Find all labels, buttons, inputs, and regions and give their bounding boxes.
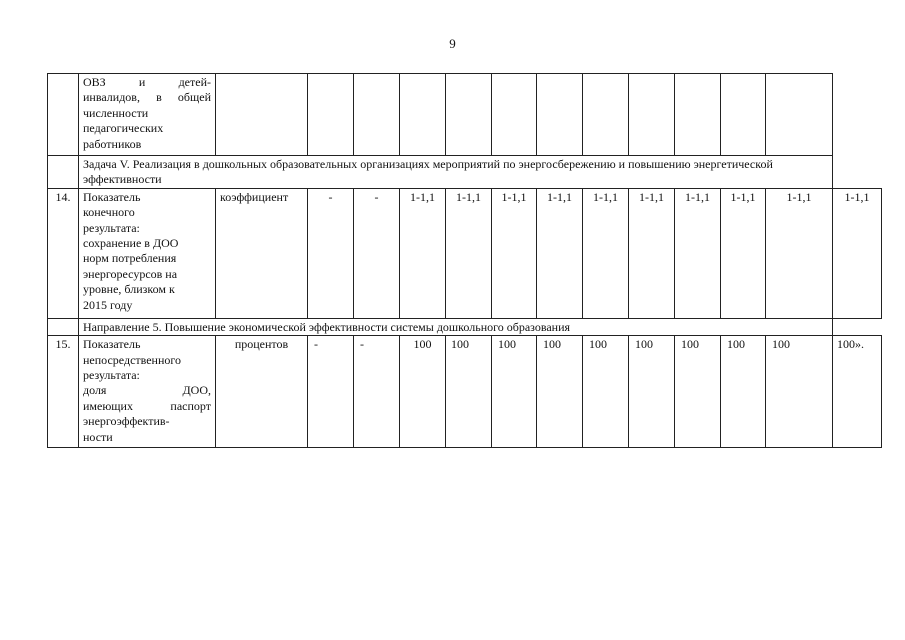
description-line: норм потребления [83,251,177,266]
value-cell: 100». [833,336,882,448]
description-line: Показатель [83,337,141,352]
value-cell: 1-1,1 [446,188,492,318]
value-cell: - [308,336,354,448]
description-line: 2015 году [83,297,133,312]
value-cell: 100 [446,336,492,448]
value-cell: 1-1,1 [766,188,833,318]
section-heading: Направление 5. Повышение экономической эффективности системы дошкольного образования [79,318,833,335]
indicator-description [79,188,216,318]
row-number-cell [48,318,79,335]
value-cell [446,74,492,156]
value-cell [675,74,721,156]
value-cell: 1-1,1 [400,188,446,318]
section-heading: Задача V. Реализация в дошкольных образовательных организациях мероприятий по энергосбережению и повышению энергетической эффективности [79,156,833,189]
value-cell: 100 [675,336,721,448]
value-cell [629,74,675,156]
value-cell [308,74,354,156]
table-row-14 [48,188,882,318]
value-cell [492,74,537,156]
value-cell: 100 [537,336,583,448]
description-line: работников [83,136,142,151]
description-line: сохранение в ДОО [83,236,179,251]
description-line: результата: [83,220,140,235]
value-cell: - [308,188,354,318]
value-cell: 1-1,1 [721,188,766,318]
value-cell: - [354,188,400,318]
table-row-continuation [48,74,882,156]
value-cell [583,74,629,156]
value-cell [400,74,446,156]
indicators-table [47,73,882,448]
description-line: непосредственного [83,352,182,367]
section-row-task-5 [48,156,882,189]
unit-cell [216,74,308,156]
value-cell: 100 [766,336,833,448]
value-cell: 1-1,1 [675,188,721,318]
description-line: энергоресурсов на [83,266,178,281]
value-cell: 100 [629,336,675,448]
description-line: Показатель [83,189,141,204]
description-line: результата: [83,368,140,383]
description-line: инвалидов, в общей [83,90,211,105]
description-line: численности [83,105,149,120]
description-line: уровне, близком к [83,282,175,297]
section-row-direction-5 [48,318,882,335]
unit-cell: процентов [216,336,308,448]
description-line: энергоэффектив- [83,414,170,429]
value-cell: 1-1,1 [537,188,583,318]
value-cell: 100 [721,336,766,448]
description-line: имеющих паспорт [83,398,211,413]
value-cell [721,74,766,156]
description-line: конечного [83,205,135,220]
value-cell [766,74,833,156]
value-cell: 1-1,1 [629,188,675,318]
description-line: педагогических [83,121,164,136]
value-cell: 100 [583,336,629,448]
value-cell: 100 [400,336,446,448]
value-cell: 100 [492,336,537,448]
page-number: 9 [449,36,456,51]
description-line: ности [83,429,113,444]
row-number-cell [48,74,79,156]
description-line: ОВЗ и детей- [83,75,211,89]
description-line: доля ДОО, [83,383,211,398]
value-cell: 1-1,1 [492,188,537,318]
table-row-15 [48,336,882,448]
value-cell [354,74,400,156]
unit-cell: коэффициент [216,188,308,318]
value-cell: - [354,336,400,448]
row-number: 14. [48,188,79,318]
row-number-cell [48,156,79,189]
indicator-description [79,336,216,448]
value-cell: 1-1,1 [583,188,629,318]
value-cell [537,74,583,156]
value-cell: 1-1,1 [833,188,882,318]
indicator-description [79,74,216,156]
row-number: 15. [48,336,79,448]
